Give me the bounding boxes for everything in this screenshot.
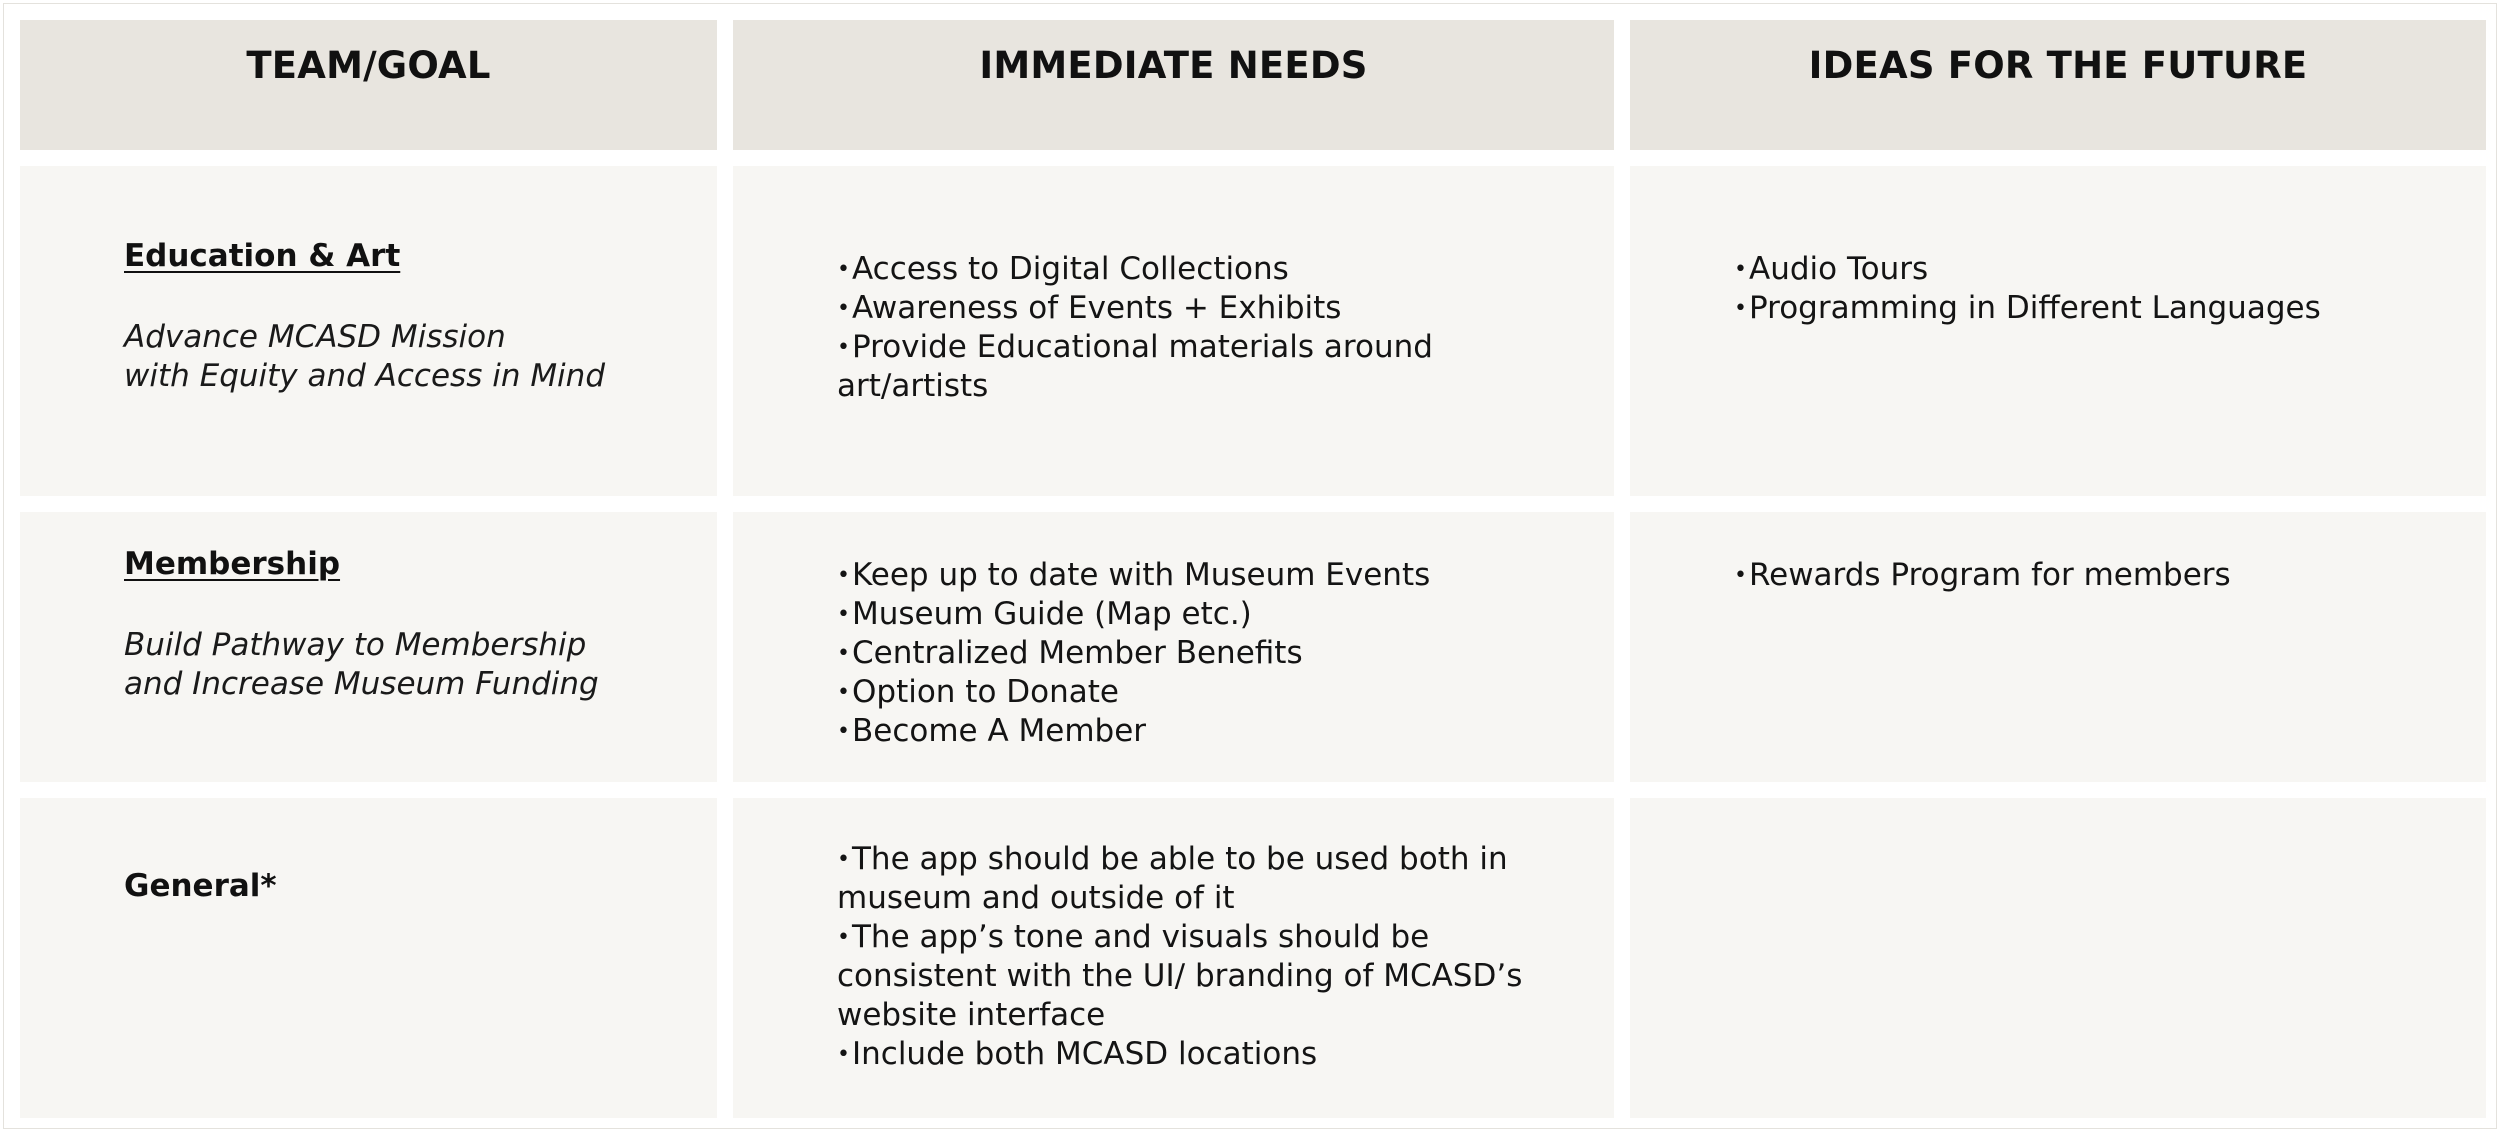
row-education-goal-line: Advance MCASD Mission bbox=[124, 319, 506, 355]
need-text: Access to Digital Collections bbox=[851, 251, 1289, 287]
bullet-icon: • bbox=[837, 563, 850, 588]
row-education-goal bbox=[124, 318, 717, 396]
row-education-needs-list bbox=[733, 250, 1614, 406]
list-item bbox=[837, 840, 1578, 918]
slide-frame bbox=[3, 3, 2497, 1129]
need-text: The app should be able to be used both in museum and outside of it bbox=[837, 841, 1508, 916]
goals-table bbox=[20, 20, 2486, 1118]
list-item bbox=[1734, 250, 2450, 289]
list-item bbox=[837, 712, 1578, 751]
idea-text: Audio Tours bbox=[1748, 251, 1929, 287]
bullet-icon: • bbox=[837, 719, 850, 744]
row-membership-team-cell bbox=[20, 512, 717, 782]
need-text: Keep up to date with Museum Events bbox=[851, 557, 1431, 593]
list-item bbox=[837, 250, 1578, 289]
bullet-icon: • bbox=[837, 296, 850, 321]
need-text: Provide Educational materials around art/artists bbox=[837, 329, 1433, 404]
list-item bbox=[837, 289, 1578, 328]
row-general-team-cell bbox=[20, 798, 717, 1118]
header-ideas-future bbox=[1630, 20, 2486, 150]
header-ideas-future-label: IDEAS FOR THE FUTURE bbox=[1808, 44, 2308, 87]
row-education-needs-cell bbox=[733, 166, 1614, 496]
bullet-icon: • bbox=[837, 335, 850, 360]
bullet-icon: • bbox=[1734, 257, 1747, 282]
list-item bbox=[1734, 556, 2450, 595]
row-membership-ideas-cell bbox=[1630, 512, 2486, 782]
list-item bbox=[1734, 289, 2450, 328]
row-education-ideas-cell bbox=[1630, 166, 2486, 496]
need-text: Centralized Member Benefits bbox=[851, 635, 1303, 671]
idea-text: Rewards Program for members bbox=[1748, 557, 2231, 593]
need-text: Become A Member bbox=[851, 713, 1147, 749]
row-general-team-title: General* bbox=[124, 868, 277, 904]
header-team-goal bbox=[20, 20, 717, 150]
row-education-team-title: Education & Art bbox=[124, 238, 401, 274]
bullet-icon: • bbox=[837, 847, 850, 872]
header-immediate-needs bbox=[733, 20, 1614, 150]
header-team-goal-label: TEAM/GOAL bbox=[246, 44, 491, 87]
bullet-icon: • bbox=[1734, 563, 1747, 588]
bullet-icon: • bbox=[837, 1042, 850, 1067]
bullet-icon: • bbox=[837, 257, 850, 282]
list-item bbox=[837, 918, 1578, 1035]
row-education-goal-line: with Equity and Access in Mind bbox=[124, 358, 605, 394]
row-education-ideas-list bbox=[1630, 250, 2486, 328]
list-item bbox=[837, 595, 1578, 634]
need-text: Museum Guide (Map etc.) bbox=[851, 596, 1252, 632]
row-education-team-cell bbox=[20, 166, 717, 496]
row-general-needs-cell bbox=[733, 798, 1614, 1118]
row-membership-goal-line: Build Pathway to Membership bbox=[124, 627, 587, 663]
need-text: The app’s tone and visuals should be consistent with the UI/ branding of MCASD’s website interface bbox=[837, 919, 1523, 1033]
need-text: Include both MCASD locations bbox=[851, 1036, 1318, 1072]
list-item bbox=[837, 1035, 1578, 1074]
header-immediate-needs-label: IMMEDIATE NEEDS bbox=[979, 44, 1368, 87]
bullet-icon: • bbox=[837, 641, 850, 666]
row-membership-needs-list bbox=[733, 556, 1614, 751]
list-item bbox=[837, 328, 1578, 406]
list-item bbox=[837, 673, 1578, 712]
row-membership-team-title: Membership bbox=[124, 546, 341, 582]
row-general-ideas-cell bbox=[1630, 798, 2486, 1118]
list-item bbox=[837, 634, 1578, 673]
row-membership-goal bbox=[124, 626, 717, 704]
need-text: Option to Donate bbox=[851, 674, 1119, 710]
bullet-icon: • bbox=[837, 925, 850, 950]
bullet-icon: • bbox=[1734, 296, 1747, 321]
idea-text: Programming in Different Languages bbox=[1748, 290, 2321, 326]
bullet-icon: • bbox=[837, 680, 850, 705]
row-membership-ideas-list bbox=[1630, 556, 2486, 595]
bullet-icon: • bbox=[837, 602, 850, 627]
row-general-needs-list bbox=[733, 840, 1614, 1074]
list-item bbox=[837, 556, 1578, 595]
row-membership-goal-line: and Increase Museum Funding bbox=[124, 666, 599, 702]
need-text: Awareness of Events + Exhibits bbox=[851, 290, 1342, 326]
row-membership-needs-cell bbox=[733, 512, 1614, 782]
